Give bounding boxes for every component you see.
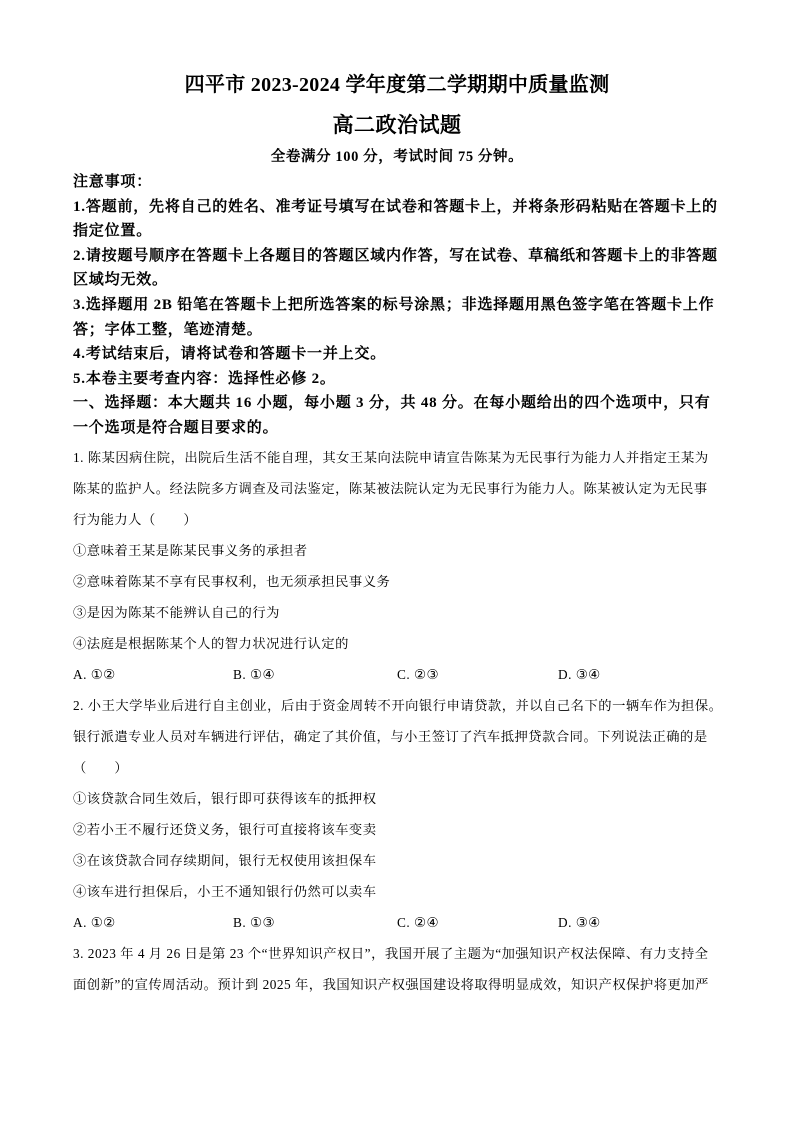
question-3-stem: 3. 2023 年 4 月 26 日是第 23 个“世界知识产权日”，我国开展了主题为“加强知识产权法保障、有力支持全 bbox=[73, 945, 709, 961]
question-1-statement: ②意味着陈某不享有民事权利，也无须承担民事义务 bbox=[73, 573, 391, 589]
option-c: C. ②③ bbox=[397, 666, 439, 682]
exam-subtitle: 高二政治试题 bbox=[332, 113, 462, 137]
question-1-stem: 行为能力人（ ） bbox=[73, 511, 198, 527]
question-2-statement: ①该贷款合同生效后，银行即可获得该车的抵押权 bbox=[73, 790, 377, 806]
option-b: B. ①③ bbox=[233, 914, 275, 930]
notes-line: 4.考试结束后，请将试卷和答题卡一并上交。 bbox=[73, 346, 387, 363]
notes-line: 3.选择题用 2B 铅笔在答题卡上把所选答案的标号涂黑；非选择题用黑色签字笔在答题卡上作 bbox=[73, 296, 715, 313]
question-2-stem: （ ） bbox=[73, 759, 129, 775]
notes-block bbox=[73, 170, 733, 441]
question-2-statement: ④该车进行担保后，小王不通知银行仍然可以卖车 bbox=[73, 883, 377, 899]
notes-line: 5.本卷主要考查内容：选择性必修 2。 bbox=[73, 370, 336, 387]
questions-block bbox=[73, 442, 738, 1000]
section-heading: 一个选项是符合题目要求的。 bbox=[73, 419, 279, 436]
question-1-stem: 陈某的监护人。经法院多方调查及司法鉴定，陈某被法院认定为无民事行为能力人。陈某被认定为无民事 bbox=[73, 480, 708, 496]
question-1-statement: ①意味着王某是陈某民事义务的承担者 bbox=[73, 542, 308, 558]
option-a: A. ①② bbox=[73, 666, 116, 682]
question-2-statement: ③在该贷款合同存续期间，银行无权使用该担保车 bbox=[73, 852, 377, 868]
notes-line: 1.答题前，先将自己的姓名、准考证号填写在试卷和答题卡上，并将条形码粘贴在答题卡上的 bbox=[73, 198, 718, 215]
option-b: B. ①④ bbox=[233, 666, 275, 682]
question-1-stem: 1. 陈某因病住院，出院后生活不能自理，其女王某向法院申请宣告陈某为无民事行为能力人并指定王某为 bbox=[73, 449, 709, 465]
question-2-stem: 银行派遣专业人员对车辆进行评估，确定了其价值，与小王签订了汽车抵押贷款合同。下列说法正确的是 bbox=[73, 728, 708, 744]
question-1-statement: ③是因为陈某不能辨认自己的行为 bbox=[73, 604, 280, 620]
option-c: C. ②④ bbox=[397, 914, 439, 930]
section-heading: 一、选择题：本大题共 16 小题，每小题 3 分，共 48 分。在每小题给出的四个选项中，只有 bbox=[73, 395, 711, 412]
notes-line: 答；字体工整，笔迹清楚。 bbox=[73, 321, 263, 338]
question-2-stem: 2. 小王大学毕业后进行自主创业，后由于资金周转不开向银行申请贷款，并以自己名下的一辆车作为担保。 bbox=[73, 697, 723, 713]
option-d: D. ③④ bbox=[558, 914, 601, 930]
question-3-stem: 面创新”的宣传周活动。预计到 2025 年，我国知识产权强国建设将取得明显成效，知识产权保护将更加严 bbox=[73, 976, 709, 992]
notes-line: 2.请按题号顺序在答题卡上各题目的答题区域内作答，写在试卷、草稿纸和答题卡上的非答题 bbox=[73, 247, 718, 264]
question-1-statement: ④法庭是根据陈某个人的智力状况进行认定的 bbox=[73, 635, 349, 651]
question-1-options bbox=[73, 659, 738, 690]
option-a: A. ①② bbox=[73, 914, 116, 930]
option-d: D. ③④ bbox=[558, 666, 601, 682]
notes-line: 指定位置。 bbox=[73, 223, 153, 240]
question-2-options bbox=[73, 907, 738, 938]
question-2-statement: ②若小王不履行还贷义务，银行可直接将该车变卖 bbox=[73, 821, 377, 837]
score-info: 全卷满分 100 分，考试时间 75 分钟。 bbox=[270, 149, 524, 165]
notes-heading: 注意事项： bbox=[73, 174, 153, 190]
exam-title: 四平市 2023-2024 学年度第二学期期中质量监测 bbox=[184, 74, 610, 96]
notes-line: 区域均无效。 bbox=[73, 272, 168, 289]
